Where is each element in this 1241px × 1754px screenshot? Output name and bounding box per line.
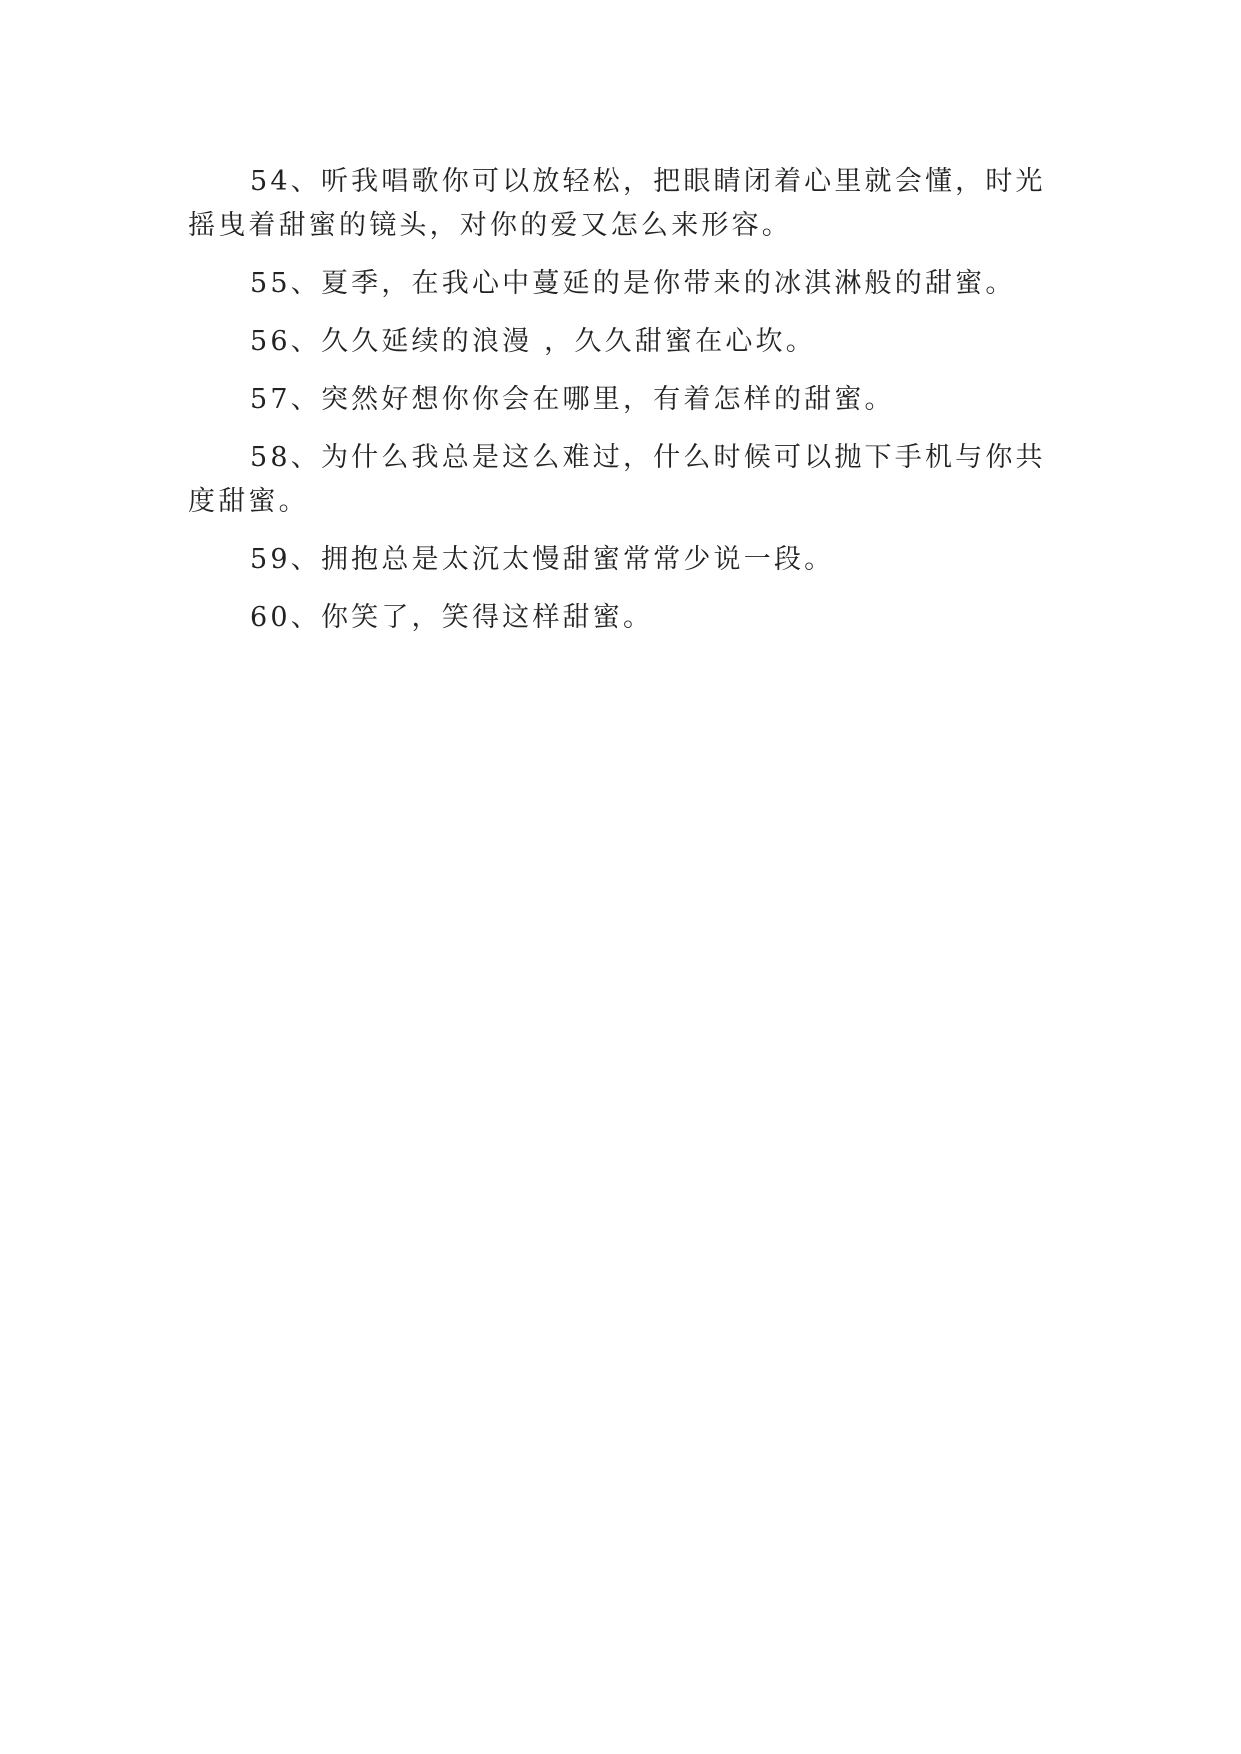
paragraph-60: 60、你笑了，笑得这样甜蜜。	[250, 602, 654, 633]
paragraph-54: 54、听我唱歌你可以放轻松，把眼睛闭着心里就会懂，时光摇曳着甜蜜的镜头，对你的爱又怎么来形容。	[188, 166, 1046, 241]
paragraph-57: 57、突然好想你你会在哪里，有着怎样的甜蜜。	[250, 384, 895, 415]
paragraph-55: 55、夏季，在我心中蔓延的是你带来的冰淇淋般的甜蜜。	[250, 268, 1016, 299]
paragraph-58: 58、为什么我总是这么难过，什么时候可以抛下手机与你共度甜蜜。	[188, 442, 1046, 517]
document-body	[188, 160, 1068, 640]
paragraph-59: 59、拥抱总是太沉太慢甜蜜常常少说一段。	[250, 544, 835, 575]
paragraph-56: 56、久久延续的浪漫 ，久久甜蜜在心坎。	[250, 326, 816, 357]
